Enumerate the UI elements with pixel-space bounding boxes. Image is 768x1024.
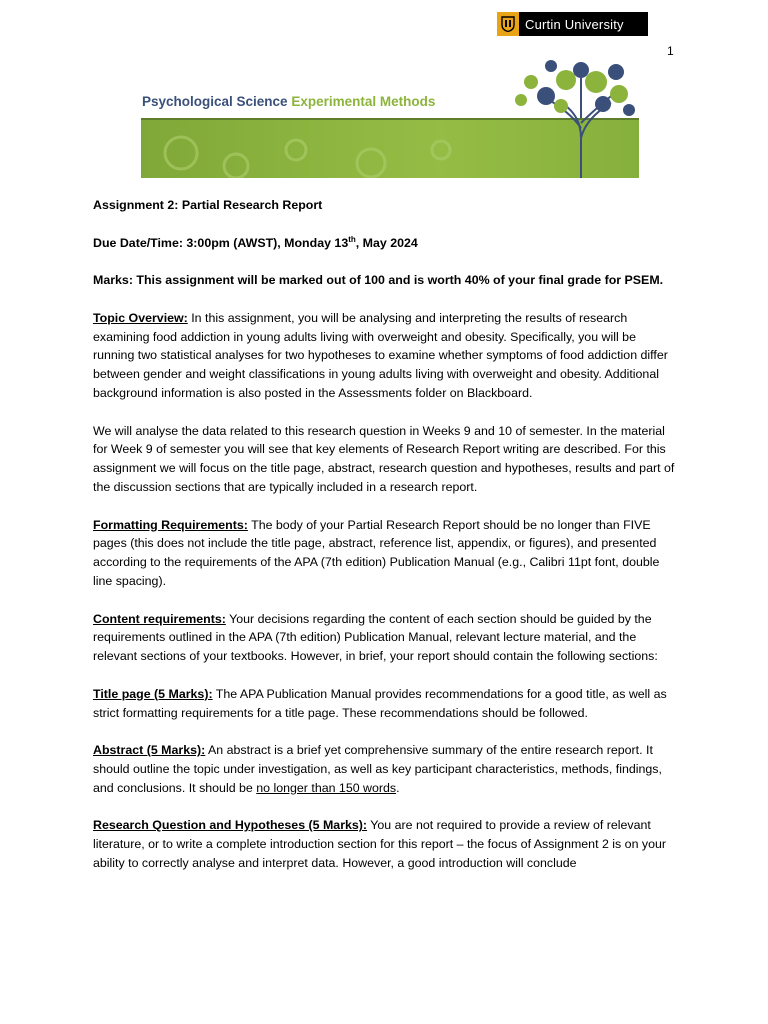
due-prefix: Due Date/Time: 3:00pm (AWST), Monday 13: [93, 235, 349, 250]
banner-title: [142, 94, 435, 109]
logo-text: Curtin University: [525, 16, 624, 32]
page-number: 1: [667, 44, 674, 58]
title-page-body: The APA Publication Manual provides recommendations for a good title, as well as strict formatting requirements for a title page. These recommendations should be followed.: [93, 686, 667, 720]
due-suffix: , May 2024: [355, 235, 418, 250]
banner-title-part1: Psychological Science: [142, 94, 288, 109]
abstract-section: [93, 741, 677, 797]
due-sup: th: [348, 234, 356, 244]
content-body: Your decisions regarding the content of each section should be guided by the requirements outlined in the APA (7th edition) Publication Manual, relevant lecture material, and the relevant sections of your textbooks. However, in brief, your report should contain the following sections:: [93, 611, 658, 664]
abstract-heading: Abstract (5 Marks):: [93, 743, 206, 758]
abstract-body: An abstract is a brief yet comprehensive summary of the entire research report. It should outline the topic under investigation, as well as key participant characteristics, methods, findings, and conclusions. It should be: [93, 743, 662, 795]
research-question-section: [93, 816, 677, 872]
title-page-heading: Title page (5 Marks):: [93, 686, 213, 701]
shield-icon: [497, 12, 519, 36]
banner-title-part2: Experimental Methods: [291, 94, 436, 109]
curtin-logo: [497, 12, 648, 36]
weeks-paragraph: We will analyse the data related to this research question in Weeks 9 and 10 of semester. In the material for Week 9 of semester you will see that key elements of Research Report writing are described. For this assignment we will focus on the title page, abstract, research question and hypotheses, results and part of the discussion sections that are typically included in a research report.: [93, 423, 675, 494]
formatting-body: The body of your Partial Research Report should be no longer than FIVE pages (this does not include the title page, abstract, reference list, appendix, or figures), and presented according to the requirements of the APA (7th edition) Publication Manual (e.g., Calibri 11pt font, double line spacing).: [93, 517, 660, 588]
content-heading: Content requirements:: [93, 611, 226, 626]
due-date: [93, 234, 677, 253]
document-body: [93, 196, 677, 891]
marks-statement: Marks: This assignment will be marked out of 100 and is worth 40% of your final grade for PSEM.: [93, 273, 664, 288]
course-banner: [141, 58, 639, 178]
formatting-heading: Formatting Requirements:: [93, 517, 248, 532]
formatting-requirements: [93, 516, 677, 591]
topic-heading: Topic Overview:: [93, 310, 188, 325]
banner-graphic: [141, 58, 639, 178]
assignment-title: Assignment 2: Partial Research Report: [93, 198, 323, 212]
topic-overview: [93, 309, 677, 403]
content-requirements: [93, 610, 677, 666]
abstract-end: .: [396, 780, 400, 795]
research-question-heading: Research Question and Hypotheses (5 Marks):: [93, 818, 368, 833]
research-question-body: You are not required to provide a review of relevant literature, or to write a complete introduction section for this report – the focus of Assignment 2 is on your ability to correctly analyse and interpret data. However, a good introduction will conclude: [93, 818, 667, 870]
topic-body: In this assignment, you will be analysing and interpreting the results of research examining food addiction in young adults living with overweight and obesity. Specifically, you will be running two statistical analyses for two hypotheses to examine whether symptoms of food addiction differ between gender and weight classifications in young adults living with overweight and obesity. Additional background information is also posted in the Assessments folder on Blackboard.: [93, 310, 668, 400]
title-page-section: [93, 685, 677, 723]
abstract-word-limit: no longer than 150 words: [256, 780, 397, 795]
